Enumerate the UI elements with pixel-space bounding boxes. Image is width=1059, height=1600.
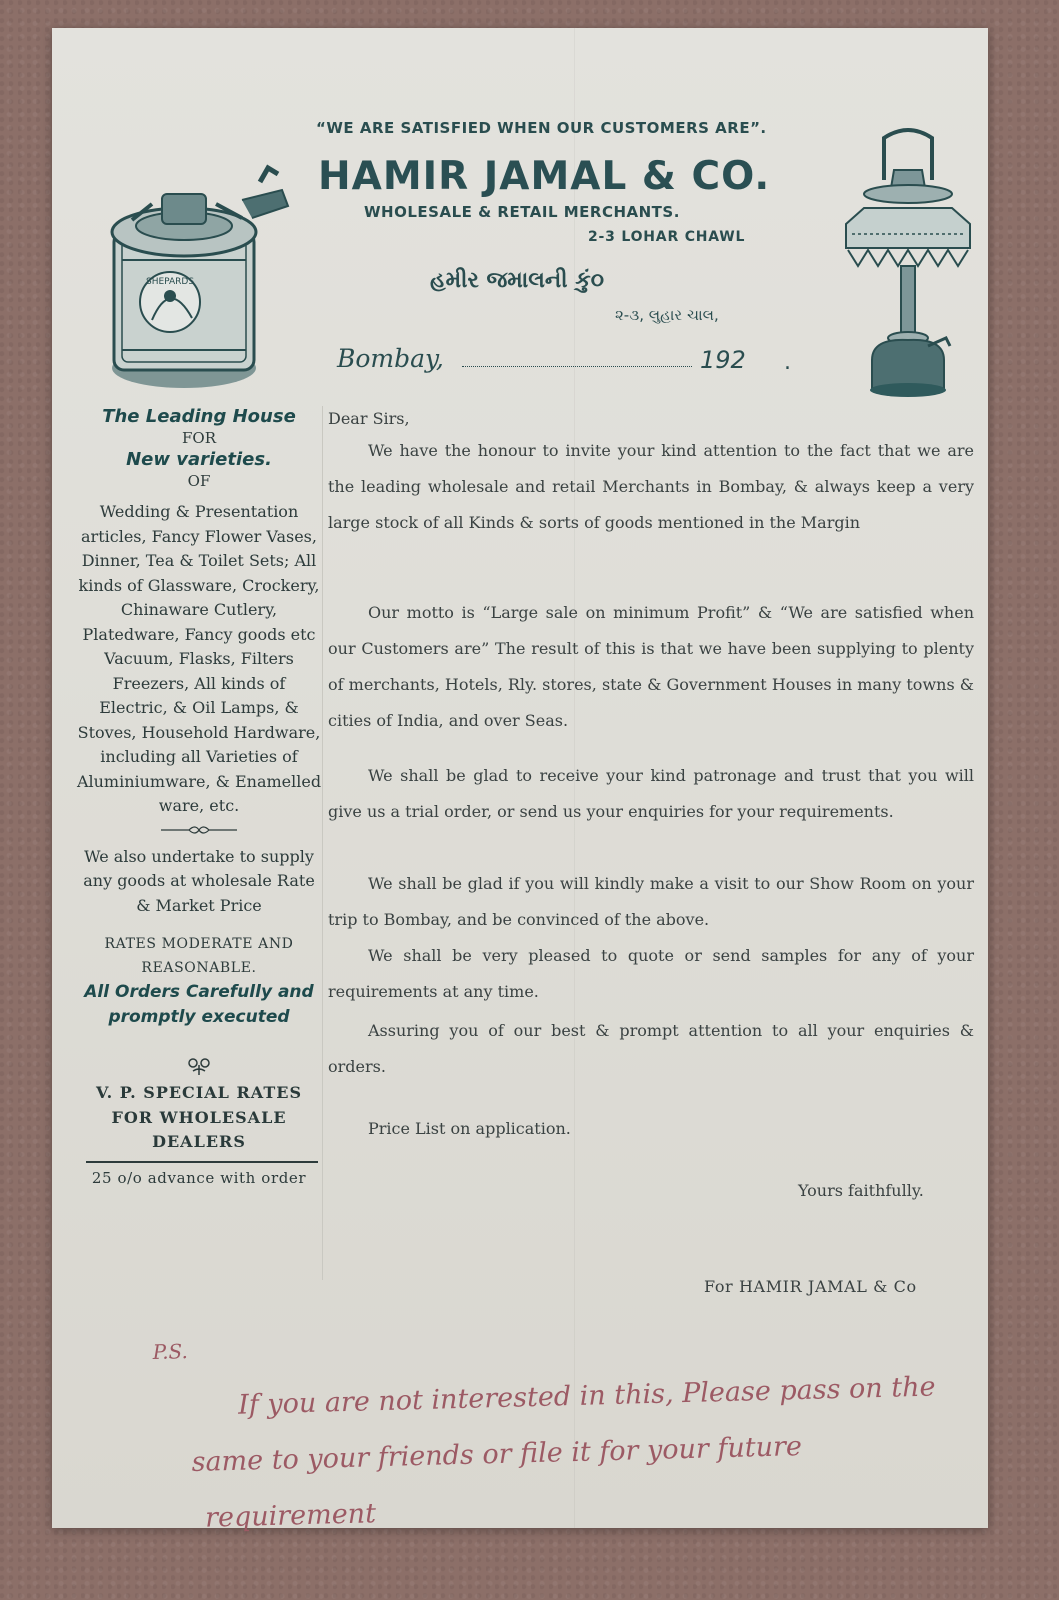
closing-text: Yours faithfully. bbox=[798, 1181, 924, 1200]
sidebar-special-rates: V. P. SPECIAL RATES FOR WHOLESALE DEALERS bbox=[95, 1083, 302, 1151]
ice-cream-freezer-illustration bbox=[92, 160, 292, 400]
firm-signature-line: For HAMIR JAMAL & Co bbox=[704, 1277, 917, 1296]
sidebar-orders-text: All Orders Carefully and promptly executed bbox=[84, 982, 314, 1027]
paragraph-samples: We shall be very pleased to quote or send samples for any of your requirements at any time. bbox=[328, 946, 974, 1001]
paragraph-motto: Our motto is “Large sale on minimum Profit” & “We are satisfied when our Customers are” The result of this is that we have been supplying to plenty of merchants, Hotels, Rly. stores, state & Government Houses in many towns & cities of India, and over Seas. bbox=[328, 603, 974, 730]
year-dot: . bbox=[784, 350, 791, 375]
firm-name: HAMIR JAMAL & CO. bbox=[318, 154, 771, 199]
sidebar-rule bbox=[86, 1161, 318, 1163]
paragraph-showroom: We shall be glad if you will kindly make a visit to our Show Room on your trip to Bombay, and be convinced of the above. bbox=[328, 874, 974, 929]
postscript-label: P.S. bbox=[152, 1339, 189, 1364]
postscript-line-2: same to your friends or file it for your future bbox=[191, 1431, 803, 1479]
sidebar-advert bbox=[76, 406, 322, 1187]
sidebar-of: OF bbox=[187, 472, 211, 490]
paragraph-introduction: We have the honour to invite your kind attention to the fact that we are the leading wholesale and retail Merchants in Bombay, & always keep a very large stock of all Kinds & sorts of goods mentioned in the Margin bbox=[328, 441, 974, 532]
motto-text: “WE ARE SATISFIED WHEN OUR CUSTOMERS ARE”. bbox=[316, 119, 767, 137]
column-divider bbox=[322, 406, 323, 1280]
sidebar-advance-terms: 25 o/o advance with order bbox=[91, 1168, 307, 1187]
freezer-brand-label: SHEPARDS bbox=[146, 277, 195, 287]
price-list-note: Price List on application. bbox=[368, 1119, 571, 1138]
sidebar-goods-list: Wedding & Presentation articles, Fancy Flower Vases, Dinner, Tea & Toilet Sets; All kinds of Glassware, Crockery, Chinaware Cutlery, Platedware, Fancy goods etc Vacuum, Flasks, Filters Freezers, All kinds of Electric, & Oil Lamps, & Stoves, Household Hardware, including all Varieties of Aluminiumware, & Enamelled ware, etc. bbox=[76, 502, 322, 815]
gujarati-address: ૨-૩, લુહાર ચાલ, bbox=[615, 306, 719, 324]
flourish-divider-icon bbox=[159, 823, 239, 837]
gujarati-firm-name: હમીર જમાલની કું૦ bbox=[430, 268, 604, 293]
city-dateline: Bombay, bbox=[337, 344, 444, 373]
pressure-lamp-illustration bbox=[838, 120, 978, 410]
postscript-line-3: requirement bbox=[204, 1498, 377, 1534]
address-text: 2-3 LOHAR CHAWL bbox=[588, 229, 746, 245]
paragraph-assurance: Assuring you of our best & prompt attention to all your enquiries & orders. bbox=[328, 1021, 974, 1076]
ornament-icon bbox=[179, 1057, 219, 1077]
sidebar-for: FOR bbox=[182, 429, 216, 447]
year-prefix: 192 bbox=[700, 346, 746, 374]
merchants-subtitle: WHOLESALE & RETAIL MERCHANTS. bbox=[364, 203, 680, 221]
sidebar-heading-leading-house: The Leading House bbox=[102, 406, 296, 427]
postscript-line-1: If you are not interested in this, Please pass on the bbox=[237, 1371, 936, 1421]
paragraph-patronage: We shall be glad to receive your kind patronage and trust that you will give us a trial order, or send us your enquiries for your requirements. bbox=[328, 766, 974, 821]
sidebar-heading-new-varieties: New varieties. bbox=[126, 449, 272, 470]
handwritten-postscript bbox=[152, 1301, 1018, 1547]
salutation: Dear Sirs, bbox=[328, 409, 410, 428]
letterhead-sheet bbox=[52, 28, 988, 1534]
sidebar-rates-text: RATES MODERATE AND REASONABLE. bbox=[104, 936, 294, 976]
sidebar-undertake-text: We also undertake to supply any goods at wholesale Rate & Market Price bbox=[83, 846, 315, 915]
date-blank-line bbox=[462, 366, 692, 367]
